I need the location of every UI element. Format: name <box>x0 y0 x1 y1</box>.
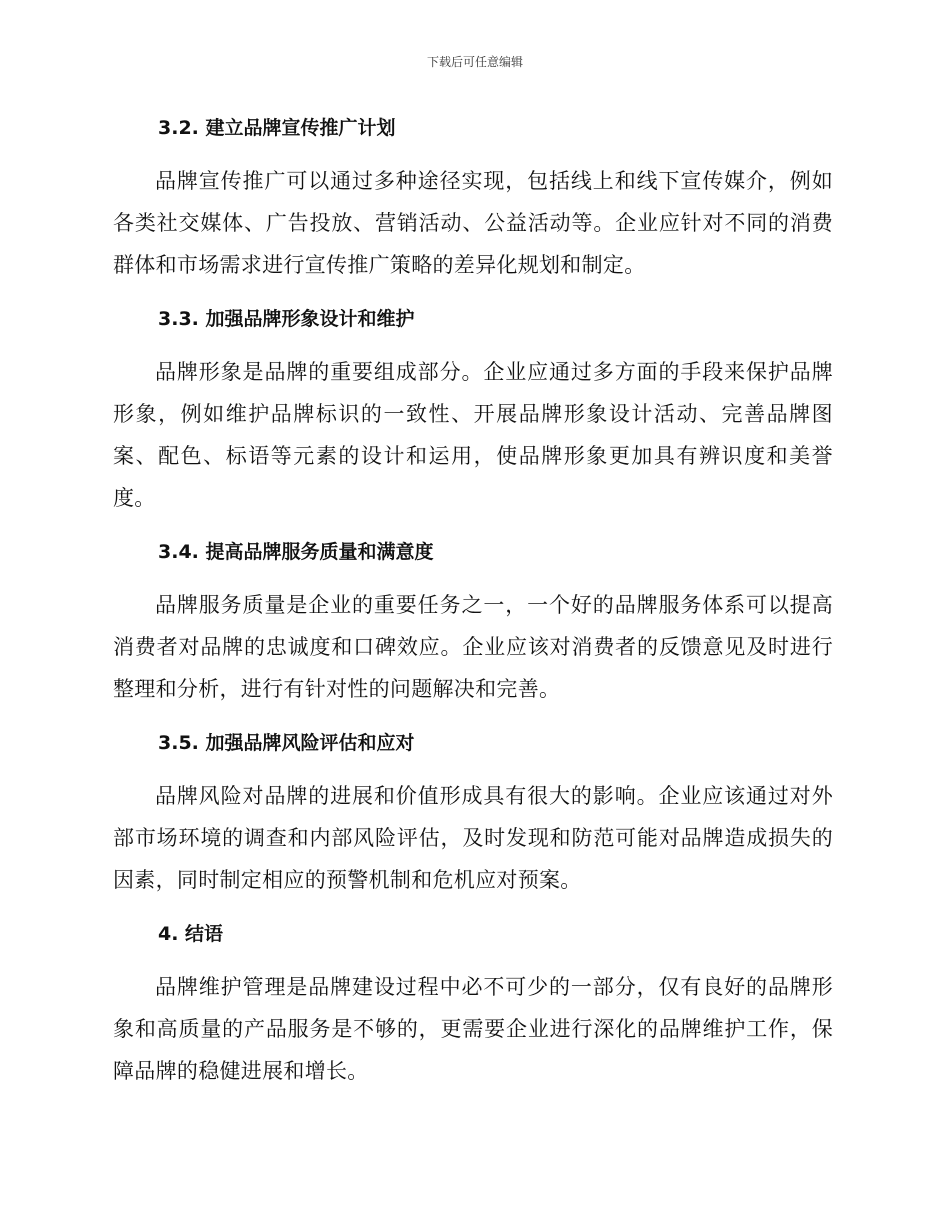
section-heading-3-5: 3.5. 加强品牌风险评估和应对 <box>158 732 415 754</box>
section-paragraph-3-5: 品牌风险对品牌的进展和价值形成具有很大的影响。企业应该通过对外部市场环境的调查和内部风险评估，及时发现和防范可能对品牌造成损失的因素，同时制定相应的预警机制和危机应对预案。 <box>113 784 833 892</box>
section-paragraph-3-2: 品牌宣传推广可以通过多种途径实现，包括线上和线下宣传媒介，例如各类社交媒体、广告投放、营销活动、公益活动等。企业应针对不同的消费群体和市场需求进行宣传推广策略的差异化规划和制定。 <box>113 169 833 277</box>
document-body <box>113 108 833 1092</box>
section-paragraph-3-3: 品牌形象是品牌的重要组成部分。企业应通过多方面的手段来保护品牌形象，例如维护品牌标识的一致性、开展品牌形象设计活动、完善品牌图案、配色、标语等元素的设计和运用，使品牌形象更加具有辨识度和美誉度。 <box>113 360 833 510</box>
header-note: 下载后可任意编辑 <box>426 55 523 69</box>
section-heading-3-2: 3.2. 建立品牌宣传推广计划 <box>158 117 396 139</box>
section-heading-4: 4. 结语 <box>158 923 224 945</box>
section-paragraph-3-4: 品牌服务质量是企业的重要任务之一，一个好的品牌服务体系可以提高消费者对品牌的忠诚度和口碑效应。企业应该对消费者的反馈意见及时进行整理和分析，进行有针对性的问题解决和完善。 <box>113 593 833 701</box>
section-heading-3-4: 3.4. 提高品牌服务质量和满意度 <box>158 541 434 563</box>
section-heading-3-3: 3.3. 加强品牌形象设计和维护 <box>158 308 415 330</box>
section-paragraph-4: 品牌维护管理是品牌建设过程中必不可少的一部分，仅有良好的品牌形象和高质量的产品服务是不够的，更需要企业进行深化的品牌维护工作，保障品牌的稳健进展和增长。 <box>113 975 833 1083</box>
